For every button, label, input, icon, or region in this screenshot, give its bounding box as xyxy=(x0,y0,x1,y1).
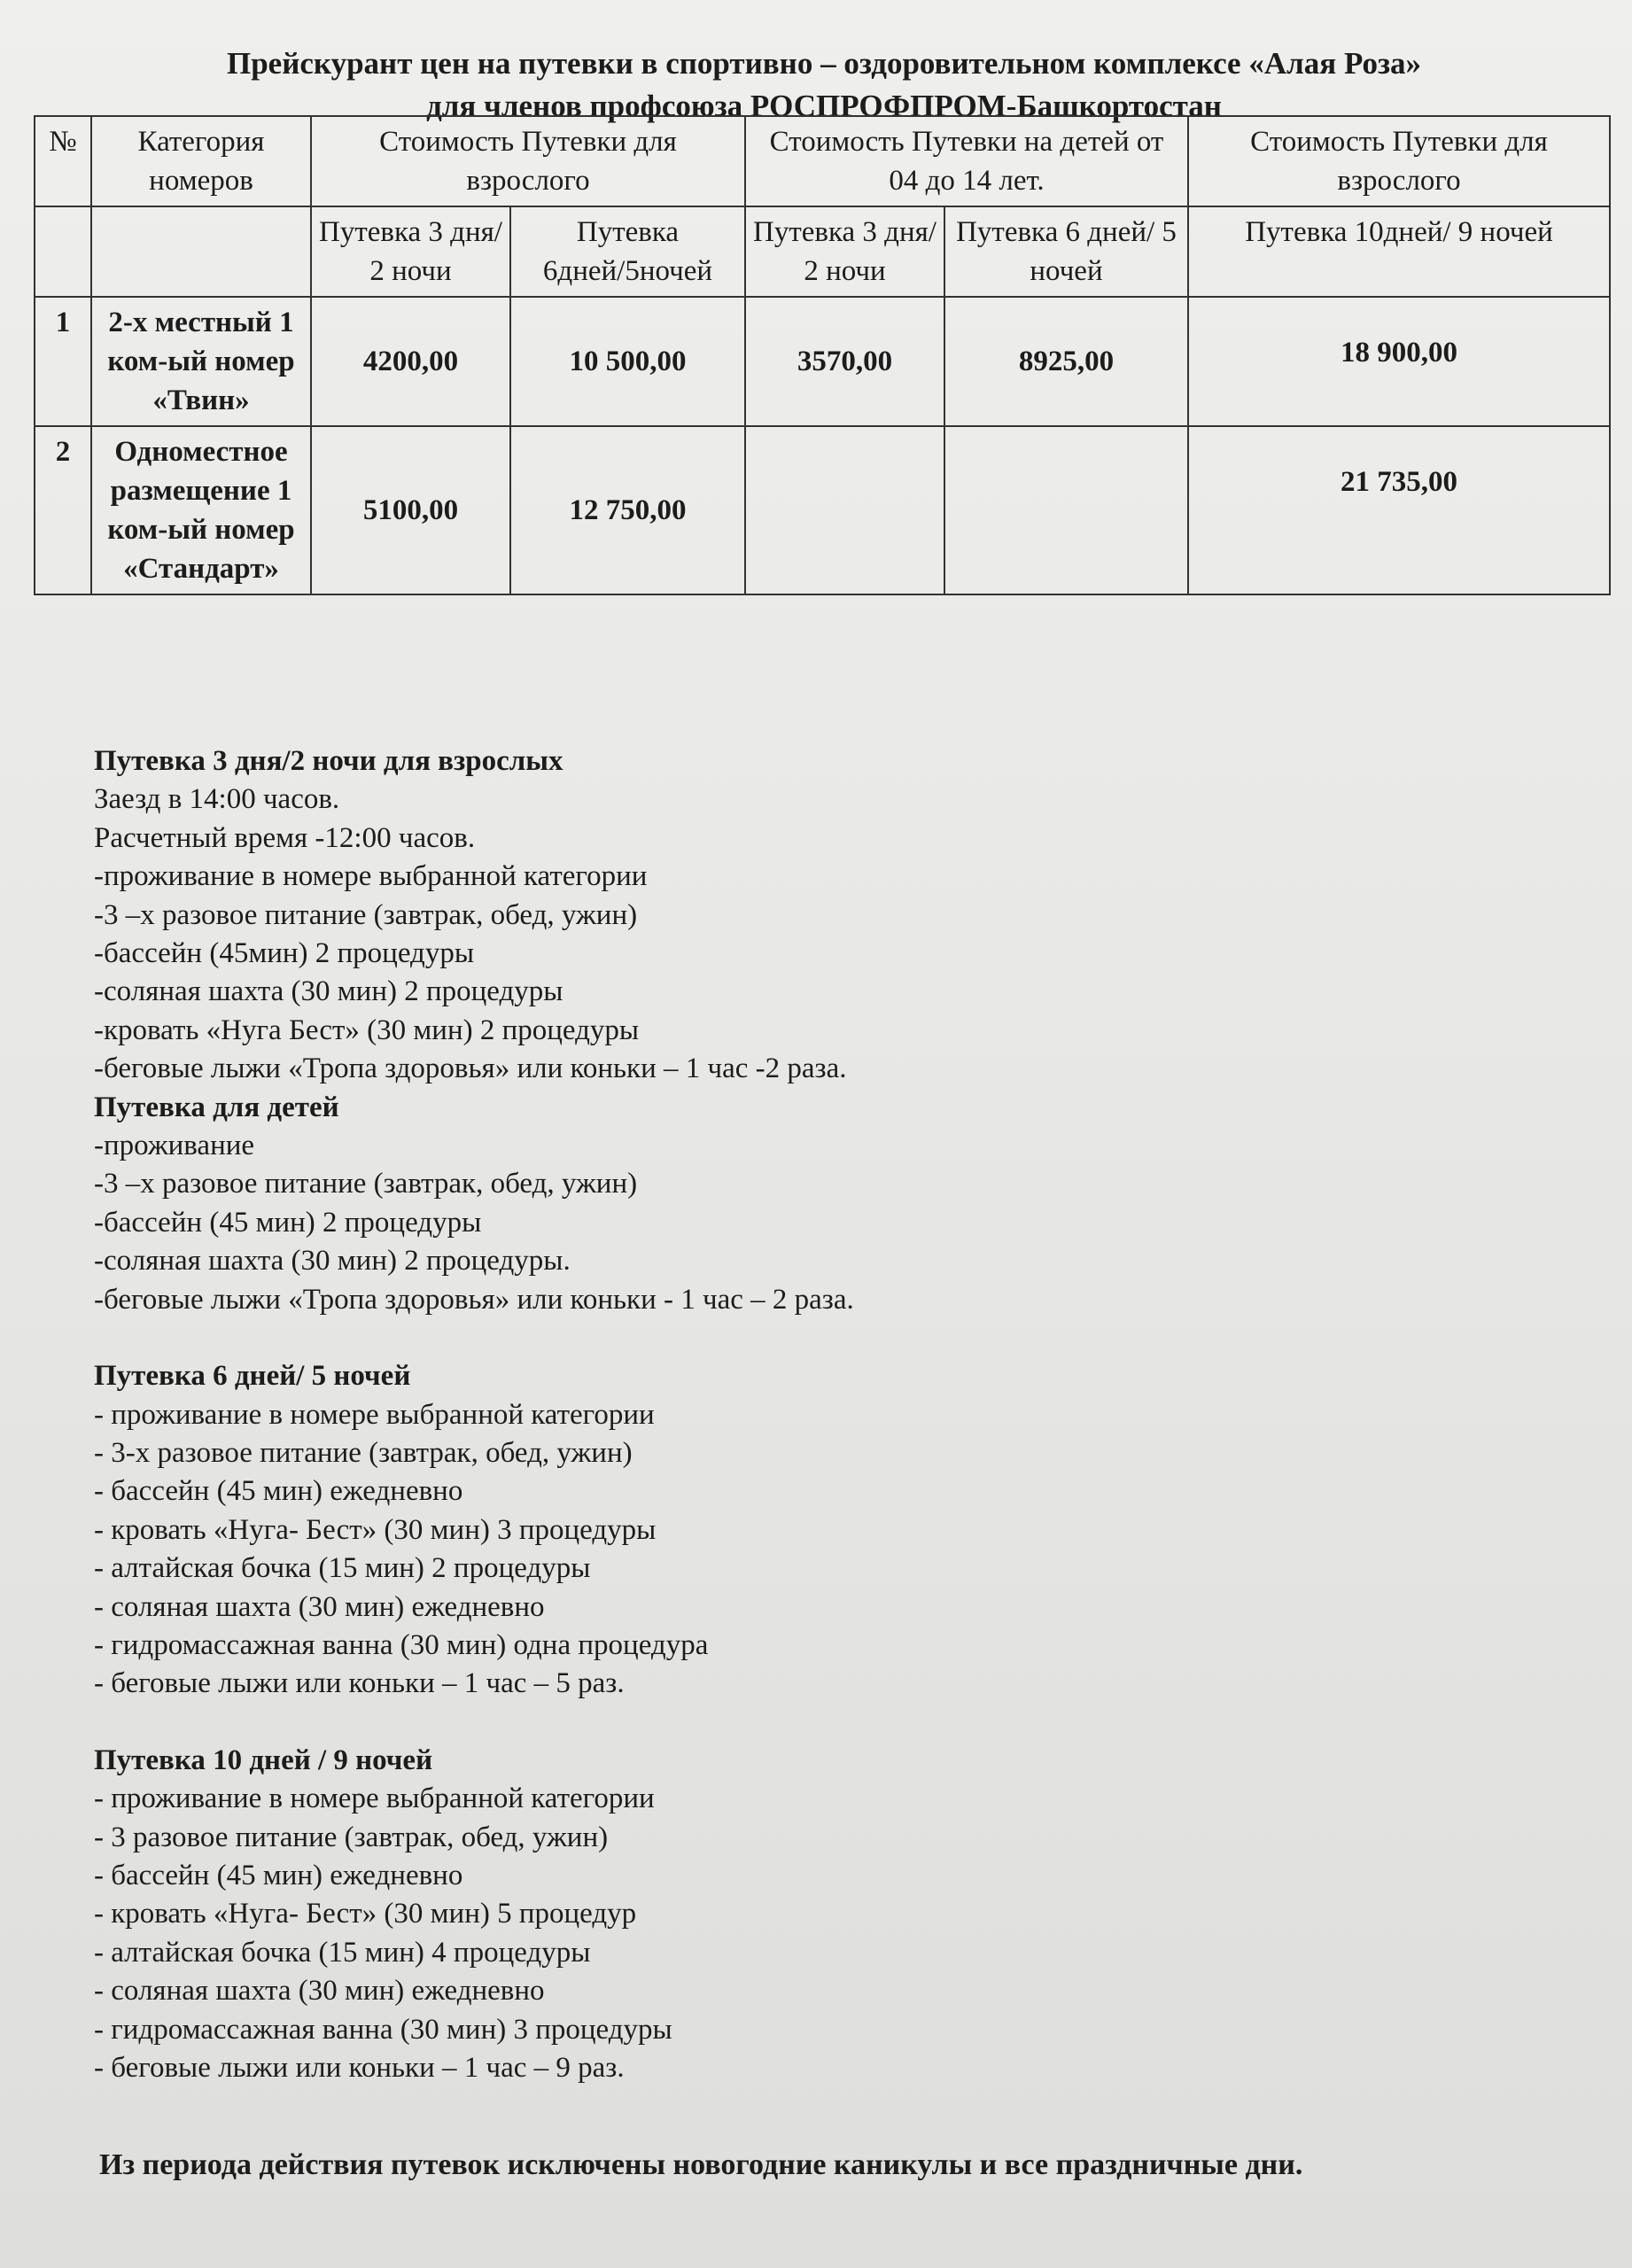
row-adult-3d-price: 4200,00 xyxy=(311,297,510,426)
row-child-3d-price xyxy=(745,426,944,594)
header-empty-category xyxy=(91,206,311,297)
header-adult-10d: Путевка 10дней/ 9 ночей xyxy=(1188,206,1610,297)
title-line-2: для членов профсоюза РОСПРОФПРОМ-Башкортостан xyxy=(426,89,1222,123)
list-item: - гидромассажная ванна (30 мин) 3 процедуры xyxy=(94,2013,672,2046)
section-list xyxy=(94,781,1512,1088)
section-list xyxy=(94,1780,1512,2087)
list-item: - соляная шахта (30 мин) ежедневно xyxy=(94,1975,545,2008)
header-num: № xyxy=(35,116,91,206)
list-item: - проживание в номере выбранной категории xyxy=(94,1398,655,1431)
section-title: Путевка 6 дней/ 5 ночей xyxy=(94,1360,411,1393)
row-adult-10d-price: 18 900,00 xyxy=(1188,297,1610,426)
row-category: 2-х местный 1 ком-ый номер «Твин» xyxy=(91,297,311,426)
header-child-group: Стоимость Путевки на детей от 04 до 14 лет. xyxy=(745,116,1188,206)
list-item: -проживание в номере выбранной категории xyxy=(94,860,648,893)
header-child-3d: Путевка 3 дня/ 2 ночи xyxy=(745,206,944,297)
list-item: -3 –х разовое питание (завтрак, обед, ужин) xyxy=(94,898,638,931)
title-line-1: Прейскурант цен на путевки в спортивно – оздоровительном комплексе «Алая Роза» xyxy=(226,46,1422,81)
list-item: -кровать «Нуга Бест» (30 мин) 2 процедуры xyxy=(94,1014,640,1046)
row-category: Одноместное размещение 1 ком-ый номер «Стандарт» xyxy=(91,426,311,594)
list-item: - бассейн (45 мин) ежедневно xyxy=(94,1475,463,1508)
list-item: - бассейн (45 мин) ежедневно xyxy=(94,1859,463,1891)
footer-note: Из периода действия путевок исключены новогодние каникулы и все праздничные дни. xyxy=(99,2148,1303,2181)
list-item: -беговые лыжи «Тропа здоровья» или коньки - 1 час – 2 раза. xyxy=(94,1283,854,1316)
list-item: - 3 разовое питание (завтрак, обед, ужин) xyxy=(94,1821,609,1853)
section-spacer xyxy=(94,1319,1512,1357)
header-child-6d: Путевка 6 дней/ 5 ночей xyxy=(944,206,1188,297)
section-title: Путевка 3 дня/2 ночи для взрослых xyxy=(94,745,563,777)
list-item: -соляная шахта (30 мин) 2 процедуры xyxy=(94,975,563,1008)
table-row xyxy=(35,426,1610,594)
section-list xyxy=(94,1127,1512,1319)
list-item: -бассейн (45 мин) 2 процедуры xyxy=(94,1206,482,1239)
list-item: -беговые лыжи «Тропа здоровья» или коньки – 1 час -2 раза. xyxy=(94,1052,847,1085)
row-num: 1 xyxy=(35,297,91,426)
list-item: -3 –х разовое питание (завтрак, обед, ужин) xyxy=(94,1168,638,1200)
section-title: Путевка 10 дней / 9 ночей xyxy=(94,1744,433,1776)
list-item: Расчетный время -12:00 часов. xyxy=(94,821,476,854)
table-row xyxy=(35,297,1610,426)
header-adult-6d: Путевка 6дней/5ночей xyxy=(510,206,745,297)
header-category: Категория номеров xyxy=(91,116,311,206)
list-item: -соляная шахта (30 мин) 2 процедуры. xyxy=(94,1245,571,1278)
list-item: - соляная шахта (30 мин) ежедневно xyxy=(94,1590,545,1623)
list-item: - кровать «Нуга- Бест» (30 мин) 3 процедуры xyxy=(94,1513,657,1546)
section-title: Путевка для детей xyxy=(94,1091,339,1123)
list-item: -бассейн (45мин) 2 процедуры xyxy=(94,937,475,970)
row-child-3d-price: 3570,00 xyxy=(745,297,944,426)
row-adult-6d-price: 12 750,00 xyxy=(510,426,745,594)
row-adult-3d-price: 5100,00 xyxy=(311,426,510,594)
list-item: - 3-х разовое питание (завтрак, обед, ужин) xyxy=(94,1436,633,1469)
row-num: 2 xyxy=(35,426,91,594)
list-item: - проживание в номере выбранной категории xyxy=(94,1783,655,1815)
header-empty-num xyxy=(35,206,91,297)
row-child-6d-price: 8925,00 xyxy=(944,297,1188,426)
row-adult-6d-price: 10 500,00 xyxy=(510,297,745,426)
header-adult10-group: Стоимость Путевки для взрослого xyxy=(1188,116,1610,206)
list-item: - кровать «Нуга- Бест» (30 мин) 5 процедур xyxy=(94,1898,637,1930)
table-header-row-1 xyxy=(35,116,1610,206)
list-item: - беговые лыжи или коньки – 1 час – 9 раз. xyxy=(94,2052,625,2084)
list-item: - алтайская бочка (15 мин) 2 процедуры xyxy=(94,1552,591,1585)
list-item: Заезд в 14:00 часов. xyxy=(94,783,340,816)
package-descriptions xyxy=(94,742,1512,2087)
list-item: - гидромассажная ванна (30 мин) одна процедура xyxy=(94,1628,709,1661)
list-item: -проживание xyxy=(94,1130,255,1162)
list-item: - беговые лыжи или коньки – 1 час – 5 раз. xyxy=(94,1667,625,1700)
price-table xyxy=(34,115,1611,595)
list-item: - алтайская бочка (15 мин) 4 процедуры xyxy=(94,1936,591,1969)
row-adult-10d-price: 21 735,00 xyxy=(1188,426,1610,594)
table-header-row-2 xyxy=(35,206,1610,297)
section-spacer xyxy=(94,1704,1512,1742)
row-child-6d-price xyxy=(944,426,1188,594)
section-list xyxy=(94,1396,1512,1704)
header-adult-group: Стоимость Путевки для взрослого xyxy=(311,116,745,206)
header-adult-3d: Путевка 3 дня/ 2 ночи xyxy=(311,206,510,297)
